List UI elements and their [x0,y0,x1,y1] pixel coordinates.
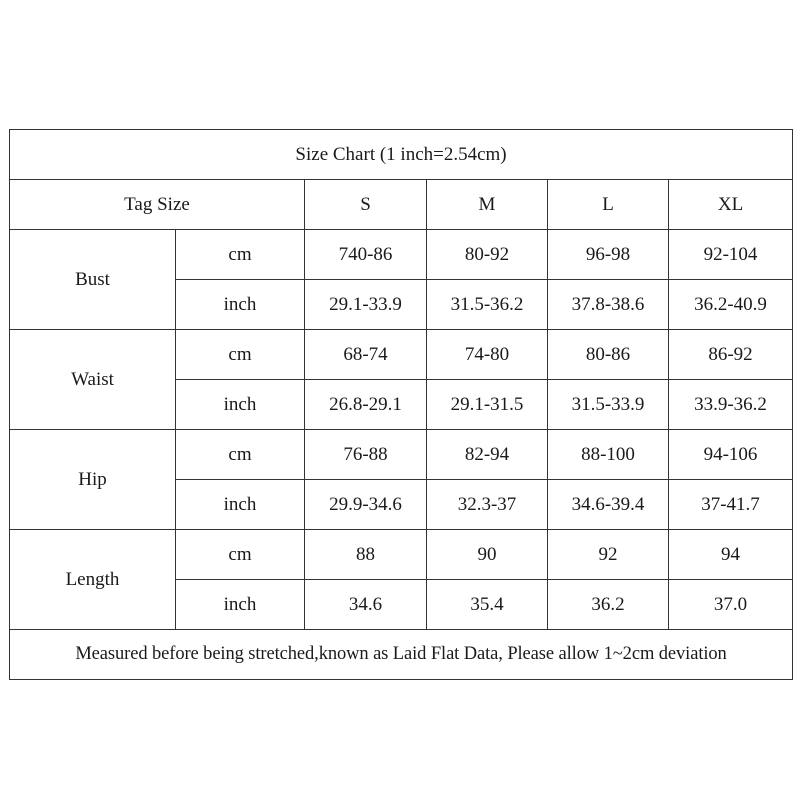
unit-cell: inch [176,280,305,330]
value-cell: 90 [427,530,548,580]
title-row [10,130,793,180]
table-row [10,530,793,580]
value-cell: 68-74 [305,330,427,380]
value-cell: 33.9-36.2 [669,380,793,430]
table-row [10,430,793,480]
value-cell: 36.2-40.9 [669,280,793,330]
table-row [10,230,793,280]
value-cell: 34.6-39.4 [548,480,669,530]
unit-cell: cm [176,330,305,380]
value-cell: 31.5-33.9 [548,380,669,430]
table-row [10,330,793,380]
value-cell: 94 [669,530,793,580]
size-header-l: L [548,180,669,230]
value-cell: 29.1-31.5 [427,380,548,430]
value-cell: 96-98 [548,230,669,280]
size-chart-table [9,129,793,680]
value-cell: 92 [548,530,669,580]
value-cell: 37-41.7 [669,480,793,530]
value-cell: 29.1-33.9 [305,280,427,330]
value-cell: 31.5-36.2 [427,280,548,330]
unit-cell: inch [176,480,305,530]
unit-cell: cm [176,430,305,480]
measurement-name-length: Length [10,530,176,630]
size-header-m: M [427,180,548,230]
measurement-name-waist: Waist [10,330,176,430]
chart-title: Size Chart (1 inch=2.54cm) [10,130,793,180]
value-cell: 35.4 [427,580,548,630]
value-cell: 36.2 [548,580,669,630]
value-cell: 88 [305,530,427,580]
deviation-note: Measured before being stretched,known as Laid Flat Data, Please allow 1~2cm deviation [10,630,793,680]
value-cell: 37.0 [669,580,793,630]
value-cell: 80-92 [427,230,548,280]
measurement-name-hip: Hip [10,430,176,530]
value-cell: 88-100 [548,430,669,480]
value-cell: 34.6 [305,580,427,630]
value-cell: 82-94 [427,430,548,480]
unit-cell: inch [176,380,305,430]
value-cell: 740-86 [305,230,427,280]
value-cell: 26.8-29.1 [305,380,427,430]
unit-cell: inch [176,580,305,630]
unit-cell: cm [176,230,305,280]
size-header-s: S [305,180,427,230]
value-cell: 37.8-38.6 [548,280,669,330]
measurement-name-bust: Bust [10,230,176,330]
tag-size-header: Tag Size [10,180,305,230]
header-row [10,180,793,230]
unit-cell: cm [176,530,305,580]
value-cell: 76-88 [305,430,427,480]
size-header-xl: XL [669,180,793,230]
note-row [10,630,793,680]
value-cell: 29.9-34.6 [305,480,427,530]
value-cell: 32.3-37 [427,480,548,530]
value-cell: 80-86 [548,330,669,380]
value-cell: 92-104 [669,230,793,280]
value-cell: 86-92 [669,330,793,380]
value-cell: 94-106 [669,430,793,480]
value-cell: 74-80 [427,330,548,380]
